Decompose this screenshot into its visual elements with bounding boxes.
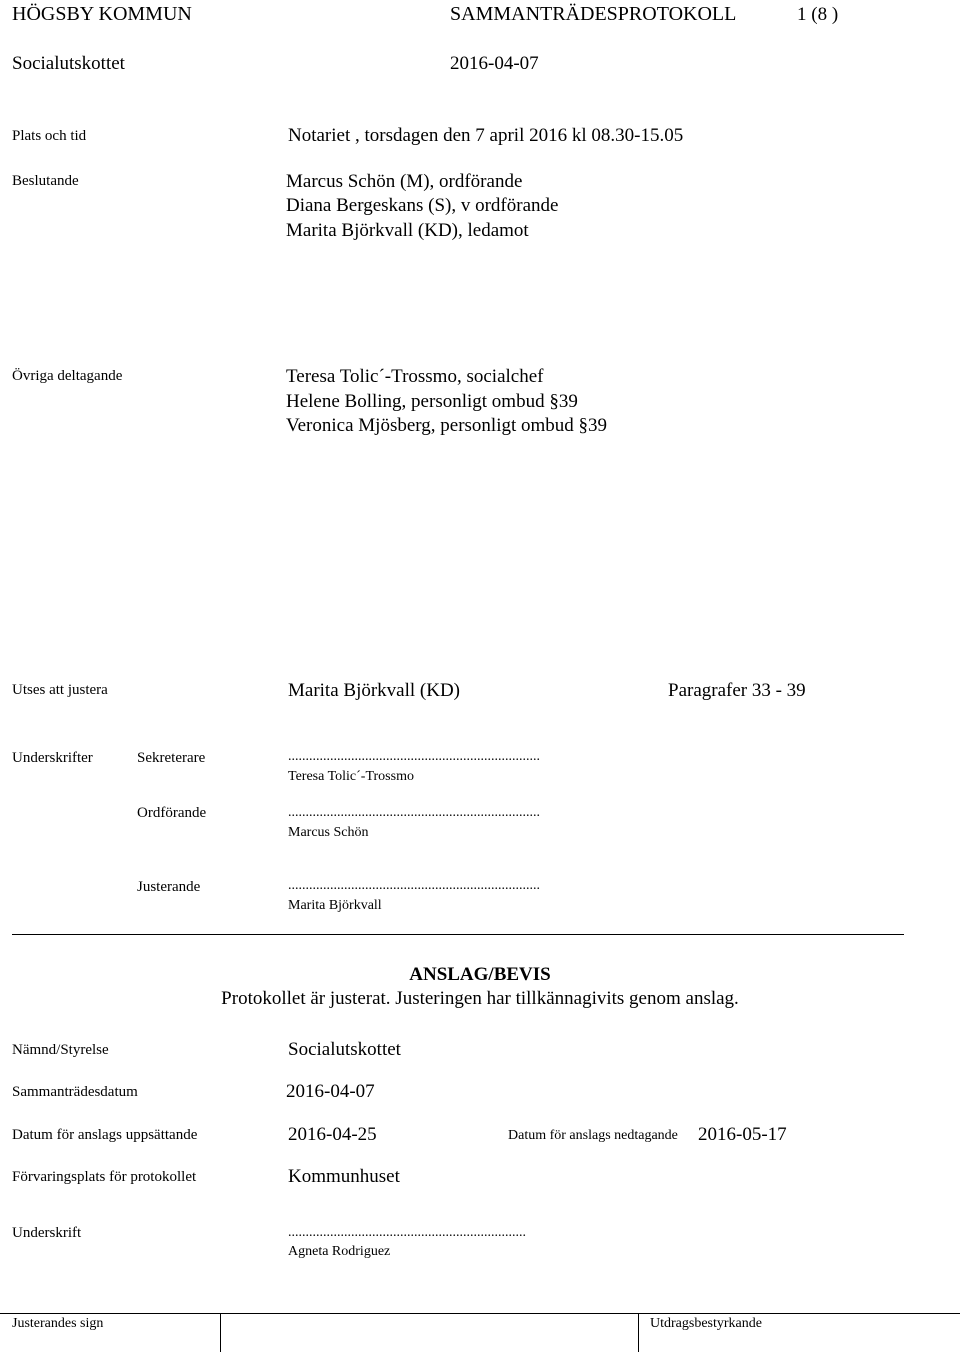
other-participant: Veronica Mjösberg, personligt ombud §39: [286, 415, 608, 436]
decision-member: Diana Bergeskans (S), v ordförande: [286, 195, 559, 216]
signature-role: Sekreterare: [137, 750, 206, 766]
sign-line: ....................................................................: [288, 1225, 526, 1240]
meeting-date: 2016-04-07: [450, 53, 539, 74]
signature-name: Teresa Tolic´-Trossmo: [288, 769, 414, 784]
others-label: Övriga deltagande: [12, 368, 123, 384]
notice-title: ANSLAG/BEVIS: [409, 964, 551, 985]
committee-name: Socialutskottet: [12, 53, 125, 74]
footer-line: [0, 1313, 960, 1314]
adjust-label: Utses att justera: [12, 682, 108, 698]
decision-label: Beslutande: [12, 173, 79, 189]
sign-label: Underskrift: [12, 1225, 82, 1241]
meeting-date-value: 2016-04-07: [286, 1081, 375, 1102]
footer-right: Utdragsbestyrkande: [650, 1316, 762, 1331]
document-type: SAMMANTRÄDESPROTOKOLL: [450, 3, 737, 25]
place-label: Plats och tid: [12, 128, 87, 144]
removed-label: Datum för anslags nedtagande: [508, 1128, 678, 1143]
signature-role: Ordförande: [137, 805, 207, 821]
signature-name: Marcus Schön: [288, 825, 369, 840]
place-value: Notariet , torsdagen den 7 april 2016 kl 08.30-15.05: [288, 125, 684, 146]
storage-label: Förvaringsplats för protokollet: [12, 1169, 197, 1185]
decision-member: Marcus Schön (M), ordförande: [286, 171, 523, 192]
other-participant: Helene Bolling, personligt ombud §39: [286, 391, 578, 412]
board-value: Socialutskottet: [288, 1039, 401, 1060]
org-name: HÖGSBY KOMMUN: [12, 3, 192, 25]
decision-member: Marita Björkvall (KD), ledamot: [286, 220, 529, 241]
page-number: 1 (8 ): [797, 4, 839, 25]
sign-name: Agneta Rodriguez: [288, 1244, 391, 1259]
signatures-label: Underskrifter: [12, 750, 93, 766]
storage-value: Kommunhuset: [288, 1166, 400, 1187]
signature-line: ........................................................................: [288, 749, 540, 764]
adjust-name: Marita Björkvall (KD): [288, 680, 461, 701]
posted-label: Datum för anslags uppsättande: [12, 1127, 198, 1143]
signature-name: Marita Björkvall: [288, 898, 382, 913]
signature-line: ........................................................................: [288, 878, 540, 893]
paragraphs: Paragrafer 33 - 39: [668, 680, 806, 701]
divider: [12, 934, 904, 935]
notice-text: Protokollet är justerat. Justeringen har tillkännagivits genom anslag.: [221, 988, 739, 1009]
footer-left: Justerandes sign: [12, 1316, 104, 1331]
meeting-date-label: Sammanträdesdatum: [12, 1084, 138, 1100]
board-label: Nämnd/Styrelse: [12, 1042, 109, 1058]
footer-divider: [638, 1313, 639, 1352]
footer-divider: [220, 1313, 221, 1352]
signature-line: ........................................................................: [288, 805, 540, 820]
removed-value: 2016-05-17: [698, 1124, 787, 1145]
signature-role: Justerande: [137, 879, 201, 895]
posted-value: 2016-04-25: [288, 1124, 377, 1145]
other-participant: Teresa Tolic´-Trossmo, socialchef: [286, 366, 544, 387]
